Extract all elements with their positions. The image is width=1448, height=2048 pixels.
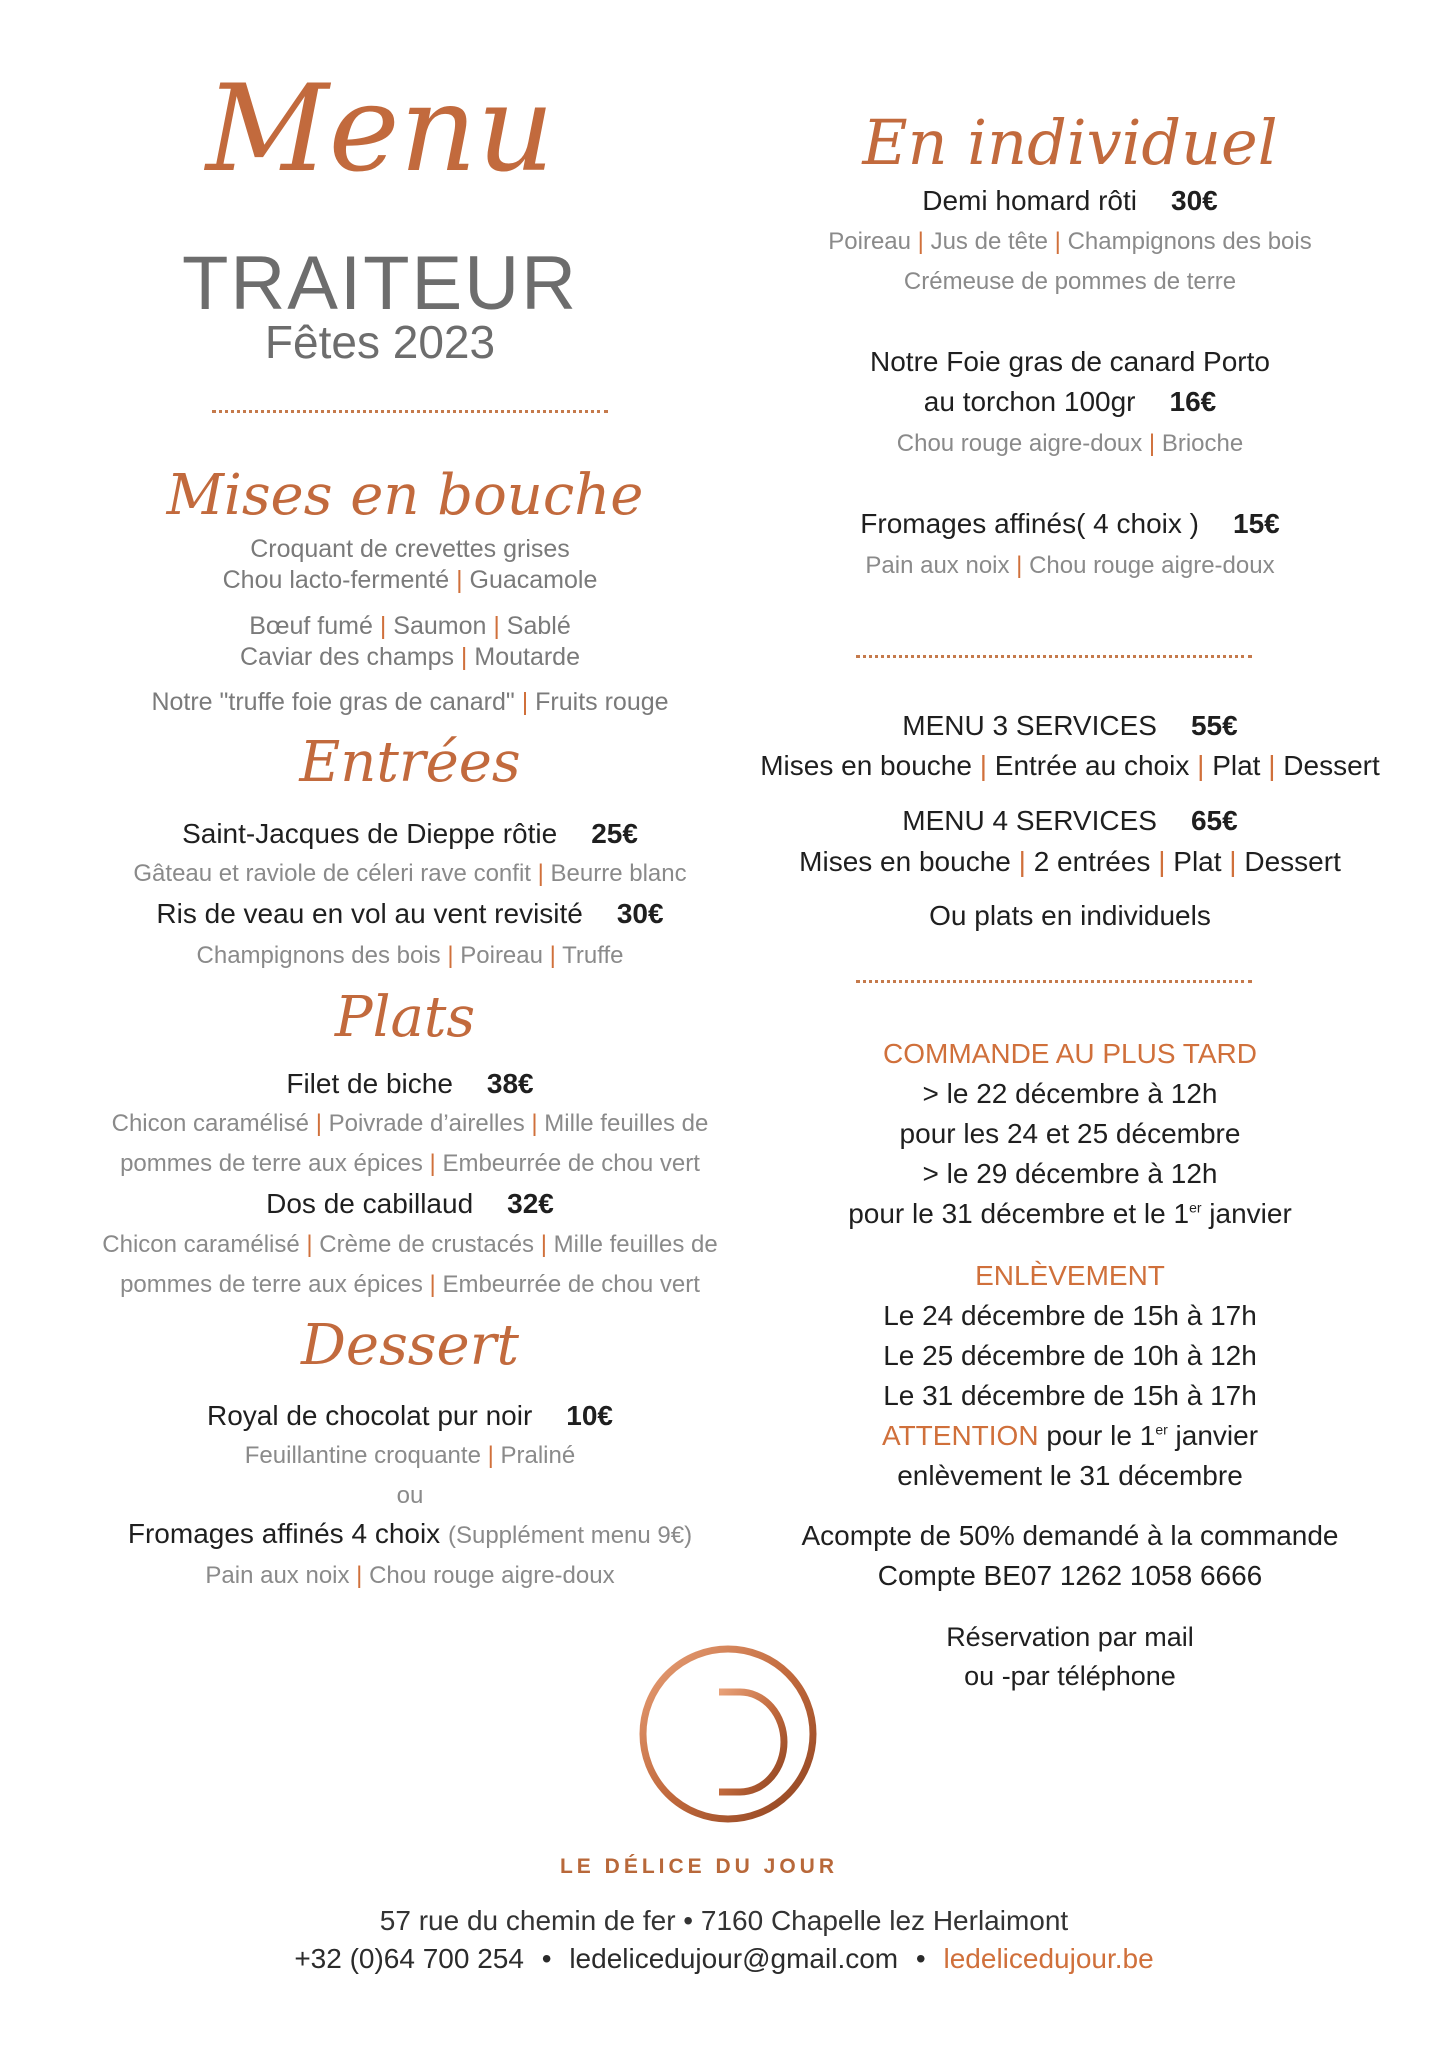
pickup-heading: ENLÈVEMENT bbox=[975, 1260, 1165, 1291]
entree-desc-1: Gâteau et raviole de céleri rave confit | Beurre blanc bbox=[133, 860, 687, 887]
individuel-item-2-line2: au torchon 100gr 16€ bbox=[923, 386, 1217, 417]
entree-item-2: Ris de veau en vol au vent revisité 30€ bbox=[156, 898, 664, 929]
section-heading-individuel: En individuel bbox=[862, 106, 1278, 179]
plat-desc-2b: pommes de terre aux épices | Embeurrée de chou vert bbox=[120, 1271, 700, 1298]
order-line-1: > le 22 décembre à 12h bbox=[922, 1078, 1218, 1109]
menu-3-desc: Mises en bouche | Entrée au choix | Plat | Dessert bbox=[760, 750, 1380, 781]
pickup-line-1: Le 24 décembre de 15h à 17h bbox=[883, 1300, 1257, 1331]
footer-brand: LE DÉLICE DU JOUR bbox=[559, 1855, 839, 1878]
pickup-line-5: enlèvement le 31 décembre bbox=[897, 1460, 1243, 1491]
order-heading: COMMANDE AU PLUS TARD bbox=[883, 1038, 1257, 1069]
plat-item-2: Dos de cabillaud 32€ bbox=[266, 1188, 554, 1219]
individuel-item-1: Demi homard rôti 30€ bbox=[922, 185, 1218, 216]
dessert-item-2: Fromages affinés 4 choix (Supplément menu 9€) bbox=[127, 1518, 693, 1549]
divider-right-2 bbox=[856, 980, 1252, 983]
entree-item-1: Saint-Jacques de Dieppe rôtie 25€ bbox=[182, 818, 638, 849]
dessert-desc-1: Feuillantine croquante | Praliné bbox=[244, 1442, 576, 1469]
plat-desc-1b: pommes de terre aux épices | Embeurrée de chou vert bbox=[120, 1150, 700, 1177]
footer-email[interactable]: ledelicedujour@gmail.com bbox=[569, 1943, 899, 1974]
right-column bbox=[720, 0, 1420, 1720]
reservation-line-2: ou -par téléphone bbox=[964, 1661, 1176, 1691]
amuse-line-2: Chou lacto-fermenté | Guacamole bbox=[222, 566, 598, 594]
section-heading-dessert: Dessert bbox=[301, 1313, 519, 1378]
order-line-4: pour le 31 décembre et le 1er janvier bbox=[848, 1198, 1292, 1229]
divider-left bbox=[212, 410, 608, 413]
menu-4-desc: Mises en bouche | 2 entrées | Plat | Dessert bbox=[799, 846, 1341, 877]
page-subtitle: Fêtes 2023 bbox=[264, 316, 496, 368]
plat-item-1: Filet de biche 38€ bbox=[286, 1068, 534, 1099]
individuel-item-3: Fromages affinés( 4 choix ) 15€ bbox=[860, 508, 1280, 539]
section-heading-mises-en-bouche: Mises en bouche bbox=[166, 463, 644, 528]
brand-logo-icon bbox=[628, 1634, 828, 1834]
entree-desc-2: Champignons des bois | Poireau | Truffe bbox=[196, 942, 624, 969]
section-heading-plats: Plats bbox=[334, 985, 476, 1050]
page-title: TRAITEUR bbox=[182, 241, 578, 326]
footer-address: 57 rue du chemin de fer • 7160 Chapelle lez Herlaimont bbox=[379, 1905, 1069, 1936]
dessert-desc-2: Pain aux noix | Chou rouge aigre-doux bbox=[205, 1562, 615, 1589]
dessert-item-1: Royal de chocolat pur noir 10€ bbox=[206, 1400, 613, 1431]
individuel-desc-1a: Poireau | Jus de tête | Champignons des bois bbox=[828, 228, 1312, 255]
section-heading-entrees: Entrées bbox=[299, 730, 521, 795]
amuse-line-1: Croquant de crevettes grises bbox=[250, 535, 570, 563]
footer-contact: +32 (0)64 700 254 • ledelicedujour@gmail.com • ledelicedujour.be bbox=[294, 1943, 1154, 1974]
pickup-line-3: Le 31 décembre de 15h à 17h bbox=[883, 1380, 1257, 1411]
payment-line-1: Acompte de 50% demandé à la commande bbox=[801, 1520, 1339, 1551]
order-line-2: pour les 24 et 25 décembre bbox=[899, 1118, 1241, 1149]
menu-script-title: Menu bbox=[205, 60, 555, 199]
reservation-line-1: Réservation par mail bbox=[946, 1622, 1194, 1652]
pickup-attention: ATTENTION pour le 1er janvier bbox=[881, 1420, 1259, 1451]
individuel-desc-1b: Crémeuse de pommes de terre bbox=[903, 268, 1237, 295]
amuse-line-3: Bœuf fumé | Saumon | Sablé bbox=[249, 612, 571, 640]
payment-line-2: Compte BE07 1262 1058 6666 bbox=[877, 1560, 1263, 1591]
individuel-item-2-line1: Notre Foie gras de canard Porto bbox=[870, 346, 1270, 377]
divider-right-1 bbox=[856, 655, 1252, 658]
menu-or-individuel: Ou plats en individuels bbox=[929, 900, 1211, 931]
plat-desc-2a: Chicon caramélisé | Crème de crustacés | Mille feuilles de bbox=[102, 1231, 718, 1258]
order-line-3: > le 29 décembre à 12h bbox=[922, 1158, 1218, 1189]
individuel-desc-3: Pain aux noix | Chou rouge aigre-doux bbox=[865, 552, 1275, 579]
menu-4-services: MENU 4 SERVICES 65€ bbox=[902, 805, 1238, 836]
amuse-line-5: Notre "truffe foie gras de canard" | Fruits rouge bbox=[151, 688, 669, 716]
footer-phone[interactable]: +32 (0)64 700 254 bbox=[294, 1943, 524, 1974]
footer-website-link[interactable]: ledelicedujour.be bbox=[943, 1943, 1154, 1974]
menu-3-services: MENU 3 SERVICES 55€ bbox=[902, 710, 1238, 741]
left-column bbox=[40, 0, 780, 1620]
plat-desc-1a: Chicon caramélisé | Poivrade d’airelles | Mille feuilles de bbox=[111, 1110, 709, 1137]
amuse-line-4: Caviar des champs | Moutarde bbox=[240, 643, 580, 671]
dessert-or: ou bbox=[396, 1482, 424, 1509]
pickup-line-2: Le 25 décembre de 10h à 12h bbox=[883, 1340, 1257, 1371]
individuel-desc-2: Chou rouge aigre-doux | Brioche bbox=[896, 430, 1244, 457]
